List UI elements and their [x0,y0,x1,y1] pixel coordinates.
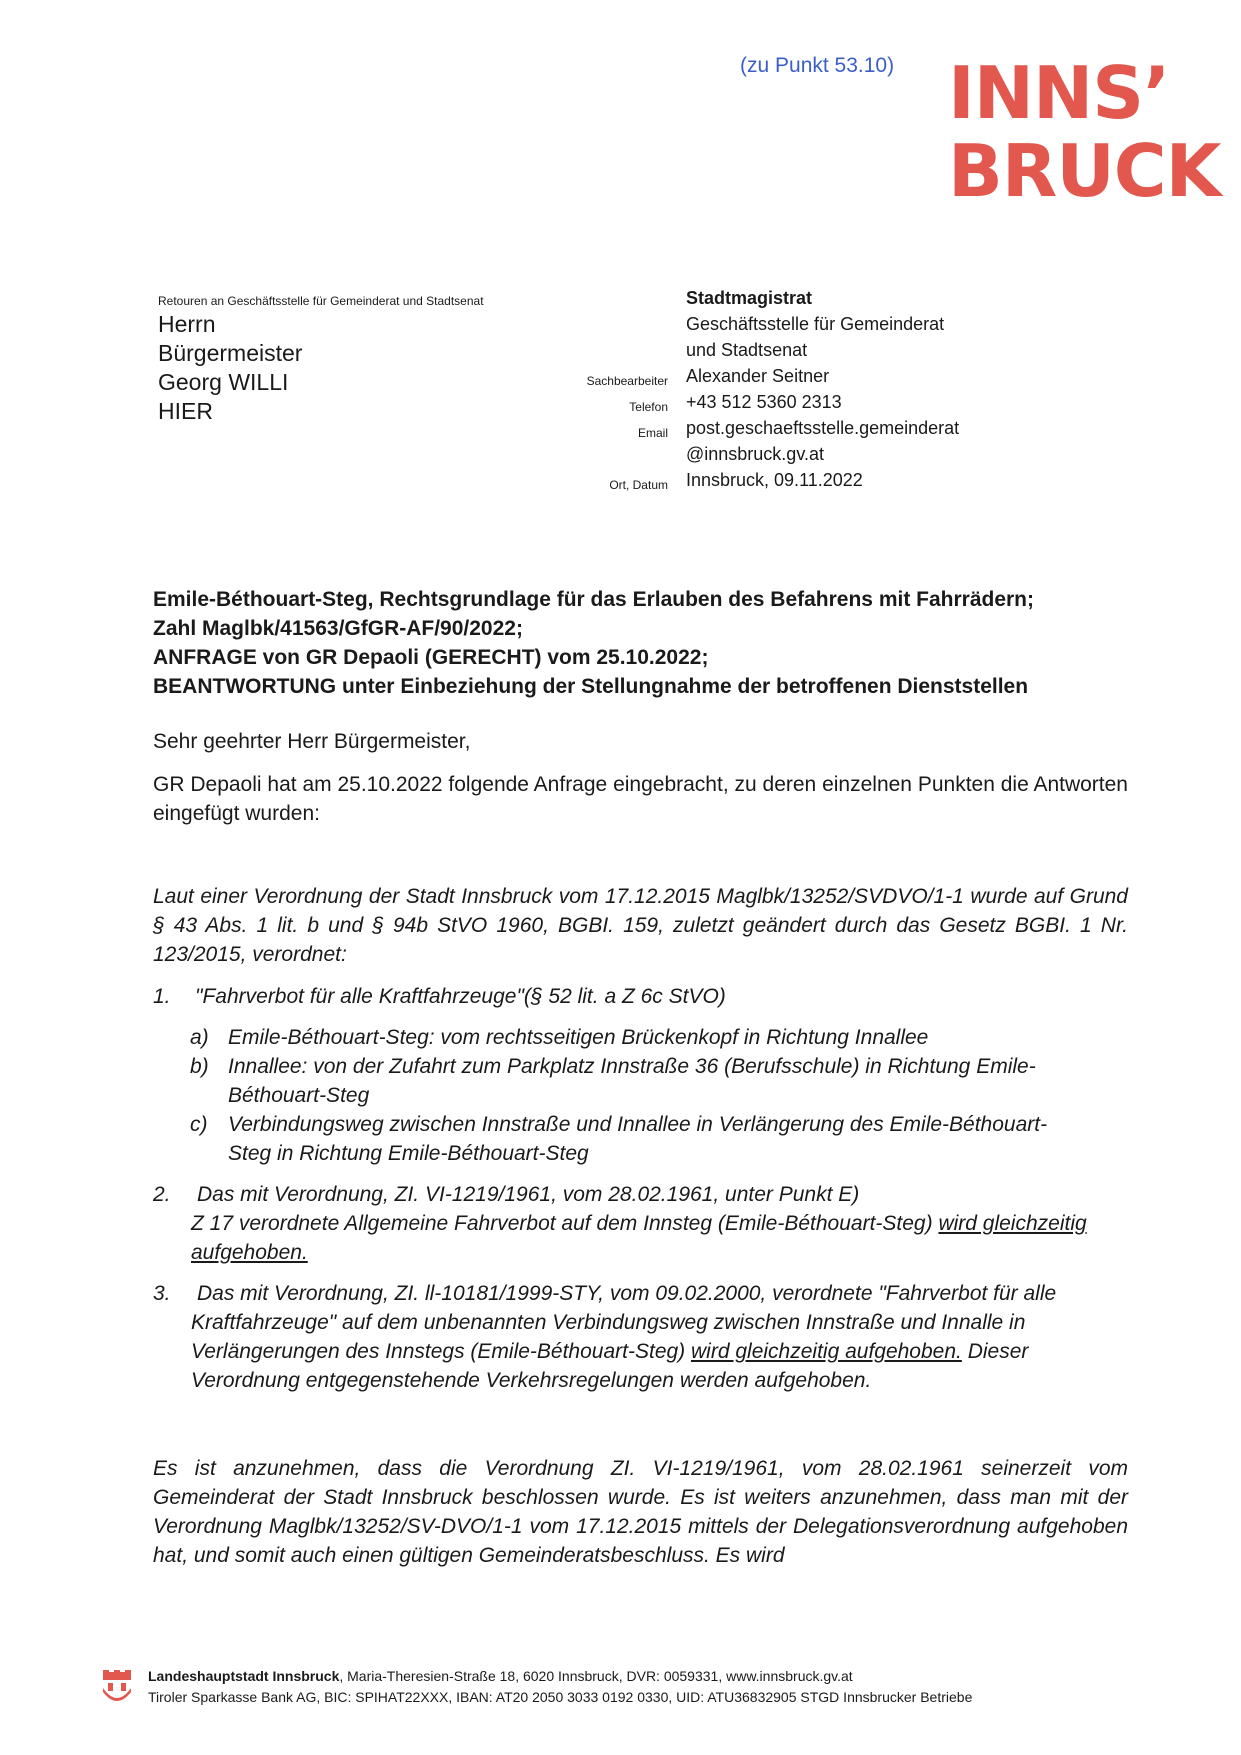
subject-line: ANFRAGE von GR Depaoli (GERECHT) vom 25.10.2022; [153,646,709,669]
recipient-address [158,310,302,426]
subject-line: BEANTWORTUNG unter Einbeziehung der Stellungnahme der betroffenen Dienststellen [153,675,1029,698]
quote-followup: Es ist anzunehmen, dass die Verordnung ZI. VI-1219/1961, vom 28.02.1961 seinerzeit vom Gemeinderat der Stadt Innsbruck beschlossen wurde. Es ist weiters anzunehmen, dass man mit der Verordnung Maglbk/13252/SV-DVO/1-1 vom 17.12.2015 mittels der Delegationsverordnung aufgehoben hat, und somit auch einen gültigen Gemeinderatsbeschluss. Es wird [153,1457,1128,1567]
list-item-text [191,1279,1126,1395]
list-item-text-part: Dieser Verordnung entgegenstehende Verkehrsregelungen werden aufgehoben. [191,1340,1029,1392]
list-item-text-part: Z 17 verordnete Allgemeine Fahrverbot auf dem Innsteg (Emile-Béthouart-Steg) [191,1212,933,1235]
subject-line: Emile-Béthouart-Steg, Rechtsgrundlage für das Erlauben des Befahrens mit Fahrrädern; [153,588,1035,611]
recipient-line: Herrn [158,311,216,337]
list-number: 2. [153,1183,171,1206]
phone-label: Telefon [629,400,668,414]
salutation: Sehr geehrter Herr Bürgermeister, [153,730,471,753]
clerk-label: Sachbearbeiter [586,374,668,388]
list-item-line: Das mit Verordnung, ZI. VI-1219/1961, vom 28.02.1961, unter Punkt E) [197,1183,860,1206]
city-coat-of-arms-icon [102,1670,132,1709]
footer-address: , Maria-Theresien-Straße 18, 6020 Innsbruck, DVR: 0059331, www.innsbruck.gv.at [339,1668,853,1684]
sub-item-a [190,1023,1090,1052]
list-item-text [191,1209,1126,1267]
place-date-label: Ort, Datum [609,478,668,492]
sub-item-letter: a) [190,1026,209,1049]
footer-org: Landeshauptstadt Innsbruck [148,1668,340,1684]
return-note: Retouren an Geschäftsstelle für Gemeinderat und Stadtsenat [158,294,484,308]
list-number: 1. [153,985,171,1008]
innsbruck-logo [948,51,1221,213]
sub-item-b [190,1052,1090,1110]
recipient-line: Bürgermeister [158,340,303,366]
sub-item-text: Emile-Béthouart-Steg: vom rechtsseitigen Brückenkopf in Richtung Innallee [228,1026,929,1049]
phone-row [629,389,959,415]
sub-item-letter: c) [190,1113,208,1136]
place-date-row [609,467,959,493]
sub-item-text: Verbindungsweg zwischen Innstraße und Innallee in Verlängerung des Emile-Béthouart-Steg in Richtung Emile-Béthouart-Steg [228,1113,1048,1165]
list-item-1 [153,982,1128,1011]
underlined-text: wird gleichzeitig aufgehoben. [191,1212,1087,1264]
email-address-2: @innsbruck.gv.at [686,444,824,464]
list-item-3 [153,1279,1128,1395]
footer-bank: Tiroler Sparkasse Bank AG, BIC: SPIHAT22XXX, IBAN: AT20 2050 3033 0192 0330, UID: ATU36832905 STGD Innsbrucker Betriebe [148,1689,973,1705]
clerk-row [586,363,959,389]
phone-number: +43 512 5360 2313 [686,392,842,412]
list-item-text: "Fahrverbot für alle Kraftfahrzeuge"(§ 52 lit. a Z 6c StVO) [195,985,726,1008]
underlined-text: wird gleichzeitig aufgehoben. [691,1340,962,1363]
intro-paragraph: GR Depaoli hat am 25.10.2022 folgende Anfrage eingebracht, zu deren einzelnen Punkten die Antworten eingefügt wurden: [153,773,1128,825]
recipient-line: HIER [158,398,213,424]
sub-item-c [190,1110,1090,1168]
sender-office: Stadtmagistrat [686,288,813,308]
sender-department-1: Geschäftsstelle für Gemeinderat [686,314,945,334]
clerk-name: Alexander Seitner [686,366,830,386]
list-item-2 [153,1180,1128,1267]
sender-department-2: und Stadtsenat [686,340,808,360]
subject-line: Zahl Maglbk/41563/GfGR-AF/90/2022; [153,617,523,640]
sender-block [586,285,960,493]
email-address-1: post.geschaeftsstelle.gemeinderat [686,418,960,438]
sub-item-letter: b) [190,1055,209,1078]
quote-intro: Laut einer Verordnung der Stadt Innsbruck vom 17.12.2015 Maglbk/13252/SVDVO/1-1 wurde auf Grund § 43 Abs. 1 lit. b und § 94b StVO 1960, BGBI. 159, zuletzt geändert durch das Gesetz BGBI. 1 Nr. 123/2015, verordnet: [153,885,1128,966]
logo-line-2: BRUCK [948,129,1221,213]
agenda-reference: (zu Punkt 53.10) [740,54,895,77]
footer-line-1 [148,1666,972,1687]
list-item-text-part: Das mit Verordnung, ZI. ll-10181/1999-STY, vom 09.02.2000, verordnete "Fahrverbot für alle Kraftfahrzeuge" auf dem unbenannten Verbindungsweg zwischen Innstraße und Innalle in Verlängerungen des Innstegs (Emile-Béthouart-Steg) [191,1282,1057,1363]
email-label: Email [637,426,668,440]
recipient-line: Georg WILLI [158,369,289,395]
footer [148,1666,972,1708]
list-number: 3. [153,1282,171,1305]
subject [153,585,1133,701]
logo-line-1: INNS’ [948,51,1170,135]
place-date: Innsbruck, 09.11.2022 [686,470,863,490]
email-row [637,415,960,441]
sub-item-text: Innallee: von der Zufahrt zum Parkplatz Innstraße 36 (Berufsschule) in Richtung Emile-Béthouart-Steg [228,1055,1036,1107]
